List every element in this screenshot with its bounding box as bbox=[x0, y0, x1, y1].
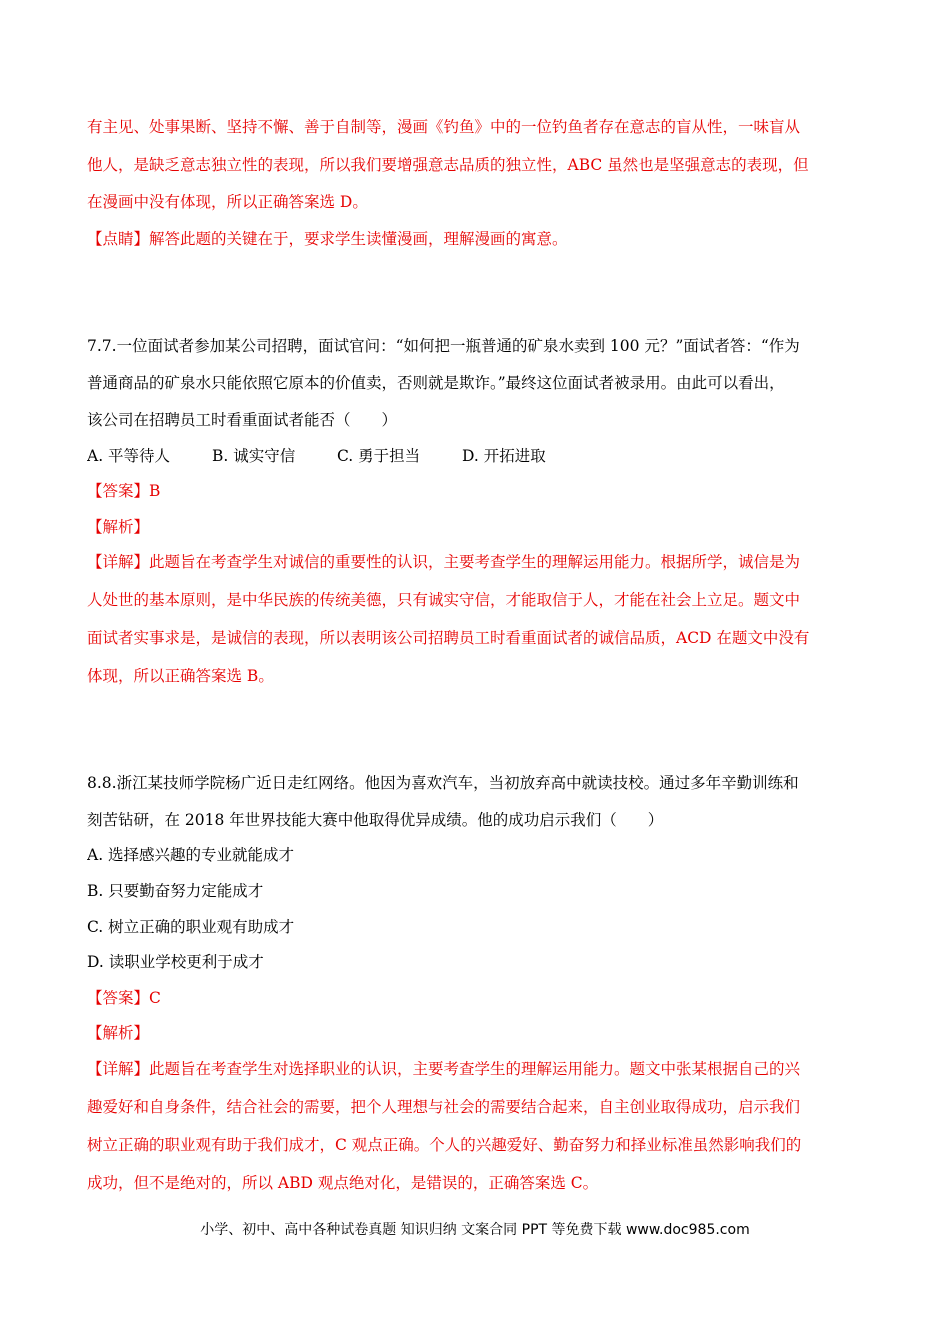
q8-detail-line-3: 树立正确的职业观有助于我们成才，C 观点正确。个人的兴趣爱好、勤奋努力和择业标准虽然影响我们的 bbox=[87, 1136, 802, 1154]
prev-analysis-line-1: 有主见、处事果断、坚持不懈、善于自制等，漫画《钓鱼》中的一位钓鱼者存在意志的盲从性，一味盲从 bbox=[87, 118, 801, 136]
q7-detail-line-4: 体现，所以正确答案选 B。 bbox=[87, 667, 274, 685]
q8-answer: 【答案】C bbox=[87, 989, 161, 1007]
q7-option-a: A. 平等待人 bbox=[87, 447, 171, 465]
q7-stem-line-2: 普通商品的矿泉水只能依照它原本的价值卖，否则就是欺诈。”最终这位面试者被录用。由此可以看出， bbox=[87, 374, 785, 392]
q7-detail-line-3: 面试者实事求是，是诚信的表现，所以表明该公司招聘员工时看重面试者的诚信品质，ACD 在题文中没有 bbox=[87, 629, 810, 647]
q8-detail-line-4: 成功，但不是绝对的，所以 ABD 观点绝对化，是错误的，正确答案选 C。 bbox=[87, 1174, 599, 1192]
prev-analysis-line-2: 他人，是缺乏意志独立性的表现，所以我们要增强意志品质的独立性，ABC 虽然也是坚强意志的表现，但 bbox=[87, 156, 809, 174]
q7-option-b: B. 诚实守信 bbox=[212, 447, 296, 465]
q7-stem-line-3: 该公司在招聘员工时看重面试者能否（ ） bbox=[87, 411, 398, 429]
q7-option-c: C. 勇于担当 bbox=[337, 447, 421, 465]
q8-stem-line-2: 刻苦钻研，在 2018 年世界技能大赛中他取得优异成绩。他的成功启示我们（ ） bbox=[87, 811, 664, 829]
q7-option-d: D. 开拓进取 bbox=[462, 447, 546, 465]
q7-stem-line-1: 7.7.一位面试者参加某公司招聘，面试官问：“如何把一瓶普通的矿泉水卖到 100 元？”面试者答：“作为 bbox=[87, 337, 800, 355]
q8-analysis-label: 【解析】 bbox=[87, 1024, 150, 1042]
q7-options bbox=[87, 445, 877, 467]
page-footer: 小学、初中、高中各种试卷真题 知识归纳 文案合同 PPT 等免费下载 www.doc985.com bbox=[200, 1222, 750, 1238]
q8-option-d: D. 读职业学校更利于成才 bbox=[87, 953, 264, 971]
q7-detail-line-1: 【详解】此题旨在考查学生对诚信的重要性的认识，主要考查学生的理解运用能力。根据所学，诚信是为 bbox=[87, 553, 801, 571]
prev-analysis-line-3: 在漫画中没有体现，所以正确答案选 D。 bbox=[87, 193, 368, 211]
q8-detail-line-1: 【详解】此题旨在考查学生对选择职业的认识，主要考查学生的理解运用能力。题文中张某根据自己的兴 bbox=[87, 1060, 801, 1078]
q8-option-c: C. 树立正确的职业观有助成才 bbox=[87, 918, 295, 936]
q8-option-b: B. 只要勤奋努力定能成才 bbox=[87, 882, 264, 900]
q7-detail-line-2: 人处世的基本原则，是中华民族的传统美德，只有诚实守信，才能取信于人，才能在社会上立足。题文中 bbox=[87, 591, 801, 609]
q8-stem-line-1: 8.8.浙江某技师学院杨广近日走红网络。他因为喜欢汽车，当初放弃高中就读技校。通过多年辛勤训练和 bbox=[87, 774, 799, 792]
q7-answer: 【答案】B bbox=[87, 482, 161, 500]
q7-analysis-label: 【解析】 bbox=[87, 518, 150, 536]
q8-option-a: A. 选择感兴趣的专业就能成才 bbox=[87, 846, 295, 864]
q8-detail-line-2: 趣爱好和自身条件，结合社会的需要，把个人理想与社会的需要结合起来，自主创业取得成功，启示我们 bbox=[87, 1098, 801, 1116]
prev-tip: 【点睛】解答此题的关键在于，要求学生读懂漫画，理解漫画的寓意。 bbox=[87, 230, 568, 248]
